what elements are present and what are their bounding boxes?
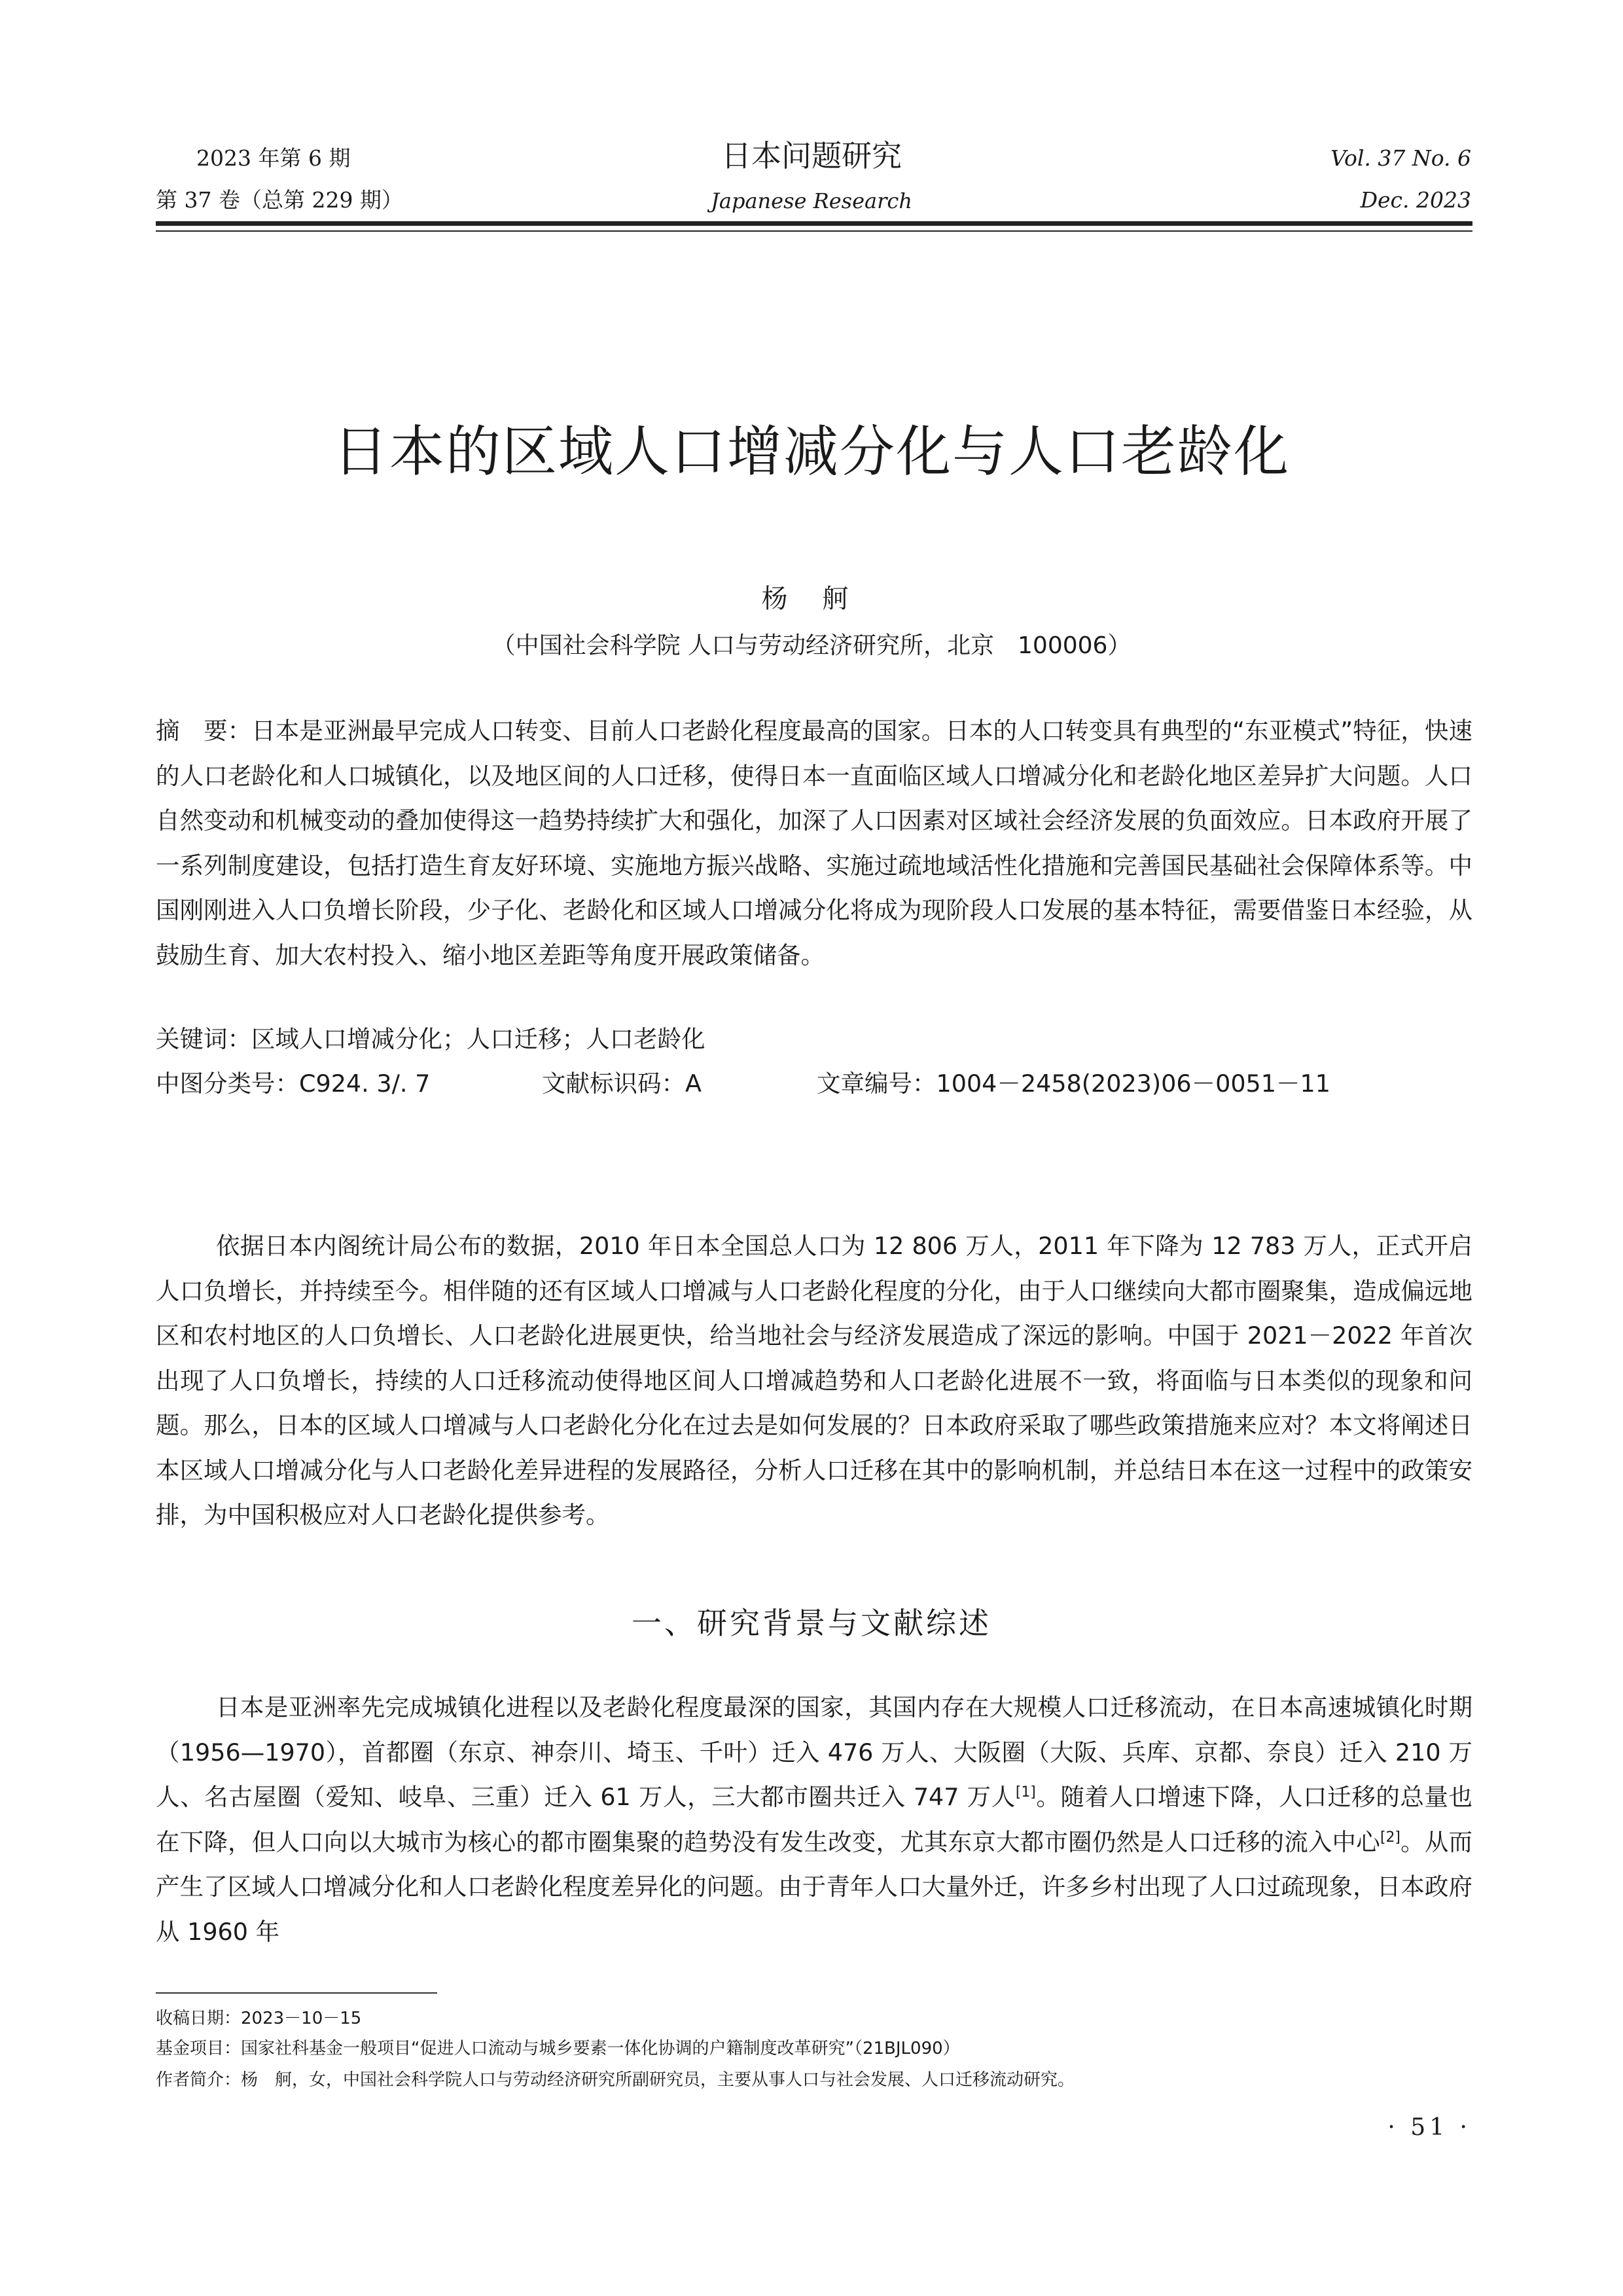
abstract-label: 摘 要：	[156, 717, 252, 745]
clc-code	[156, 1062, 542, 1107]
received-label: 收稿日期：	[156, 2009, 241, 2028]
abstract-text: 日本是亚洲最早完成人口转变、目前人口老龄化程度最高的国家。日本的人口转变具有典型的“东亚模式”特征，快速的人口老龄化和人口城镇化，以及地区间的人口迁移，使得日本一直面临区域人口增减分化和老龄化地区差异扩大问题。人口自然变动和机械变动的叠加使得这一趋势持续扩大和强化，加深了人口因素对区域社会经济发展的负面效应。日本政府开展了一系列制度建设，包括打造生育友好环境、实施地方振兴战略、实施过疏地域活性化措施和完善国民基础社会保障体系等。中国刚刚进入人口负增长阶段，少子化、老龄化和区域人口增减分化将成为现阶段人口发展的基本特征，需要借鉴日本经验，从鼓励生育、加大农村投入、缩小地区差距等角度开展政策储备。	[156, 717, 1472, 969]
intro-paragraph: 依据日本内阁统计局公布的数据，2010 年日本全国总人口为 12 806 万人，2011 年下降为 12 783 万人，正式开启人口负增长，并持续至今。相伴随的还有区域人口增减与人口老龄化程度的分化，由于人口继续向大都市圈聚集，造成偏远地区和农村地区的人口负增长、人口老龄化进展更快，给当地社会与经济发展造成了深远的影响。中国于 2021－2022 年首次出现了人口负增长，持续的人口迁移流动使得地区间人口增减趋势和人口老龄化进展不一致，将面临与日本类似的现象和问题。那么，日本的区域人口增减与人口老龄化分化在过去是如何发展的？日本政府采取了哪些政策措施来应对？本文将阐述日本区域人口增减分化与人口老龄化差异进程的发展路径，分析人口迁移在其中的影响机制，并总结日本在这一过程中的政策安排，为中国积极应对人口老龄化提供参考。	[156, 1232, 1472, 1529]
bio-value: 杨 舸，女，中国社会科学院人口与劳动经济研究所副研究员，主要从事人口与社会发展、人口迁移流动研究。	[241, 2070, 1075, 2090]
article-label: 文章编号：	[817, 1069, 936, 1098]
footnote-fund	[156, 2037, 1472, 2060]
author-affiliation: （中国社会科学院 人口与劳动经济研究所，北京 100006）	[491, 632, 1132, 659]
section-text-1: 日本是亚洲率先完成城镇化进程以及老龄化程度最深的国家，其国内存在大规模人口迁移流动，在日本高速城镇化时期（1956—1970），首都圈（东京、神奈川、埼玉、千叶）迁入 476 万人、大阪圈（大阪、兵库、京都、奈良）迁入 210 万人、名古屋圈（爱知、岐阜、三重）迁入 61 万人，三大都市圈共迁入 747 万人	[156, 1693, 1472, 1811]
volume-en: Vol. 37 No. 6	[1330, 145, 1471, 171]
author-name: 杨 舸	[761, 584, 862, 614]
bio-label: 作者简介：	[156, 2070, 241, 2090]
section-text-3: 。从而产生了区域人口增减分化和人口老龄化程度差异化的问题。由于青年人口大量外迁，许多乡村出现了人口过疏现象，日本政府从 1960 年	[156, 1827, 1473, 1946]
keywords-label: 关键词：	[156, 1025, 251, 1053]
volume-number: 第 37 卷（总第 229 期）	[156, 187, 403, 213]
section-text-2: 。随着人口增速下降，人口迁移的总量也在下降，但人口向以大城市为核心的都市圈集聚的趋势没有发生改变，尤其东京大都市圈仍然是人口迁移的流入中心	[156, 1783, 1473, 1856]
article-value: 1004－2458(2023)06－0051－11	[936, 1069, 1330, 1098]
classification-line	[156, 1062, 1530, 1107]
keywords	[156, 1017, 1472, 1062]
header-rule-thin	[156, 230, 1472, 232]
clc-value: C924. 3/. 7	[299, 1069, 431, 1098]
doc-value: A	[685, 1069, 702, 1098]
issue-number: 2023 年第 6 期	[196, 145, 351, 171]
footnote-received	[156, 2007, 1472, 2030]
doc-label: 文献标识码：	[542, 1069, 685, 1098]
section-heading: 一、研究背景与文献综述	[632, 1605, 991, 1641]
abstract	[156, 709, 1472, 978]
date-en: Dec. 2023	[1360, 187, 1471, 213]
fund-value: 国家社科基金一般项目“促进人口流动与城乡要素一体化协调的户籍制度改革研究”（21BJL090）	[241, 2039, 960, 2058]
journal-title-en: Japanese Research	[711, 188, 912, 213]
citation-1[interactable]: [1]	[1015, 1784, 1036, 1801]
document-code	[542, 1062, 817, 1107]
header-rule-thick	[156, 221, 1472, 226]
article-title: 日本的区域人口增减分化与人口老龄化	[332, 420, 1290, 484]
section-paragraph	[156, 1685, 1472, 1954]
citation-2[interactable]: [2]	[1380, 1829, 1400, 1846]
journal-title-cn: 日本问题研究	[721, 138, 902, 173]
footnote-author-bio	[156, 2068, 1472, 2092]
keywords-text: 区域人口增减分化；人口迁移；人口老龄化	[251, 1025, 705, 1053]
page-number: · 51 ·	[1387, 2114, 1471, 2141]
article-number	[817, 1062, 1330, 1107]
clc-label: 中图分类号：	[156, 1069, 299, 1098]
footnote-rule	[156, 1992, 437, 1994]
received-value: 2023－10－15	[241, 2009, 362, 2028]
fund-label: 基金项目：	[156, 2039, 241, 2058]
